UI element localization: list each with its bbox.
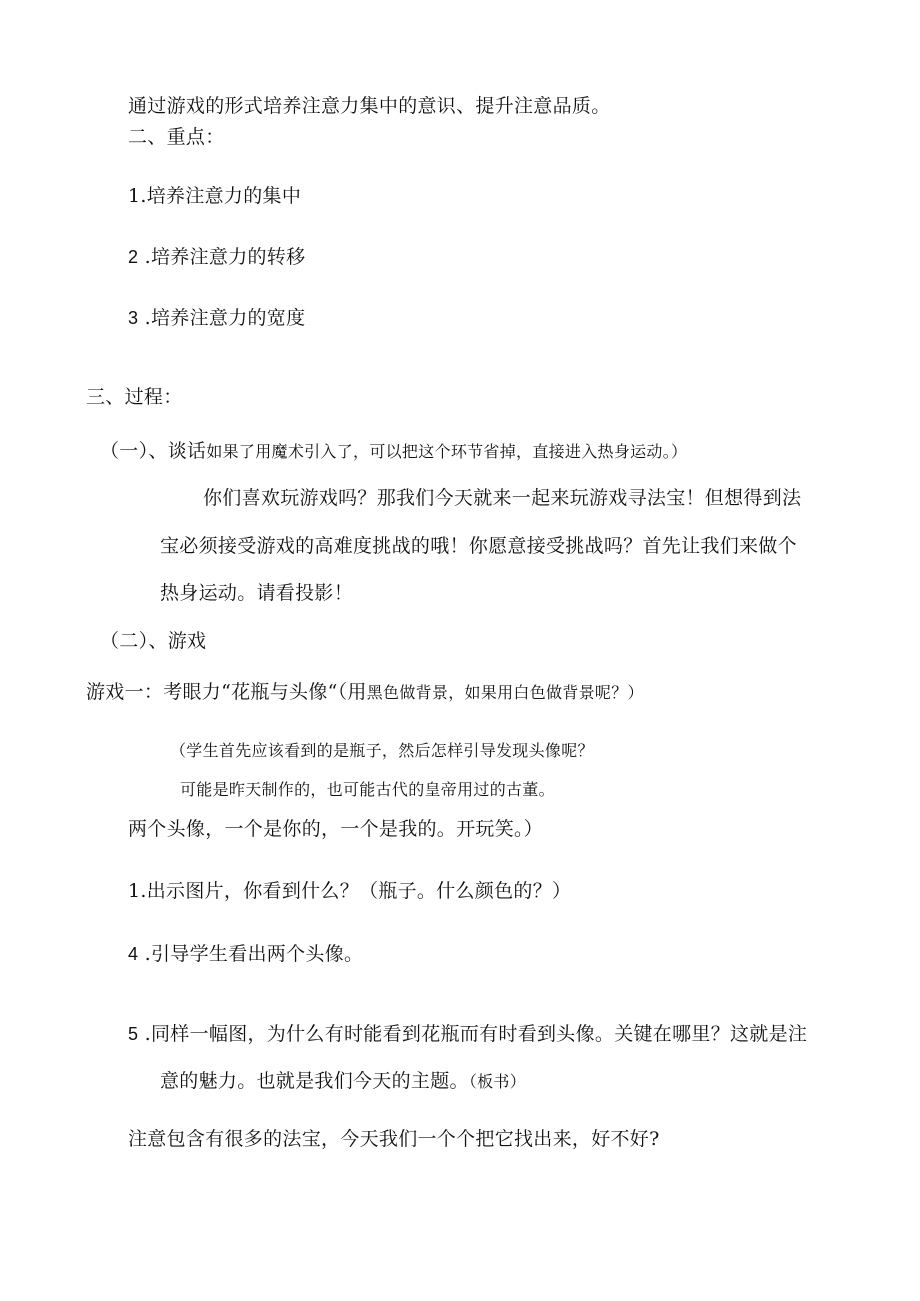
game-one-title: 游戏一：考眼力“花瓶与头像“（用 [86, 681, 367, 703]
teacher-note-line: 可能是昨天制作的，也可能古代的皇帝用过的古董。 [180, 780, 555, 799]
game-step-number: 4 [128, 944, 139, 964]
game-step-item [128, 945, 363, 964]
key-point-number: 1. [128, 185, 147, 207]
game-step-number: 1. [128, 880, 147, 902]
subsection-game-title: （二）、游戏 [100, 630, 207, 652]
game-step-text: .同样一幅图，为什么有时能看到花瓶而有时看到头像。关键在哪里？这就是注 [138, 1023, 808, 1045]
talk-paragraph-line: 你们喜欢玩游戏吗？那我们今天就来一起来玩游戏寻法宝！但想得到法 [203, 487, 802, 509]
section-key-points-heading: 二、重点： [128, 126, 225, 148]
game-step-number: 5 [128, 1024, 139, 1044]
talk-paragraph-line: 热身运动。请看投影！ [160, 582, 354, 604]
key-point-text: .培养注意力的宽度 [138, 307, 306, 329]
game-step-item [128, 882, 571, 901]
key-point-item [128, 248, 305, 267]
key-point-item [128, 309, 305, 328]
section-process-heading: 三、过程： [86, 386, 183, 408]
talk-paragraph-line: 宝必须接受游戏的高难度挑战的哦！你愿意接受挑战吗？首先让我们来做个 [160, 535, 797, 557]
game-step-text: .引导学生看出两个头像。 [138, 943, 364, 965]
theme-text: 意的魅力。也就是我们今天的主题。 [160, 1070, 469, 1092]
game-step-continuation [160, 1072, 526, 1091]
teacher-note-line: 两个头像，一个是你的，一个是我的。开玩笑。） [128, 818, 544, 840]
key-point-number: 2 [128, 247, 139, 267]
key-point-text: 培养注意力的集中 [146, 185, 302, 207]
key-point-number: 3 [128, 308, 139, 328]
goal-text: 通过游戏的形式培养注意力集中的意识、提升注意品质。 [128, 95, 611, 117]
closing-text: 注意包含有很多的法宝，今天我们一个个把它找出来，好不好? [128, 1128, 660, 1150]
game-step-item [128, 1025, 807, 1044]
talk-note: 如果了用魔术引入了，可以把这个环节省掉，直接进入热身运动。） [206, 442, 688, 461]
game-step-text: 出示图片，你看到什么？（瓶子。什么颜色的？） [146, 880, 572, 902]
key-point-text: .培养注意力的转移 [138, 246, 306, 268]
teacher-note-line: （学生首先应该看到的是瓶子，然后怎样引导发现头像呢？ [170, 741, 594, 760]
subsection-talk [100, 442, 687, 461]
game-one-line [86, 683, 644, 702]
blackboard-note: （板书） [468, 1072, 527, 1091]
key-point-item [128, 187, 301, 206]
game-one-note: 黑色做背景，如果用白色做背景呢？） [366, 683, 644, 702]
subsection-talk-title: （一）、谈话 [100, 440, 207, 462]
